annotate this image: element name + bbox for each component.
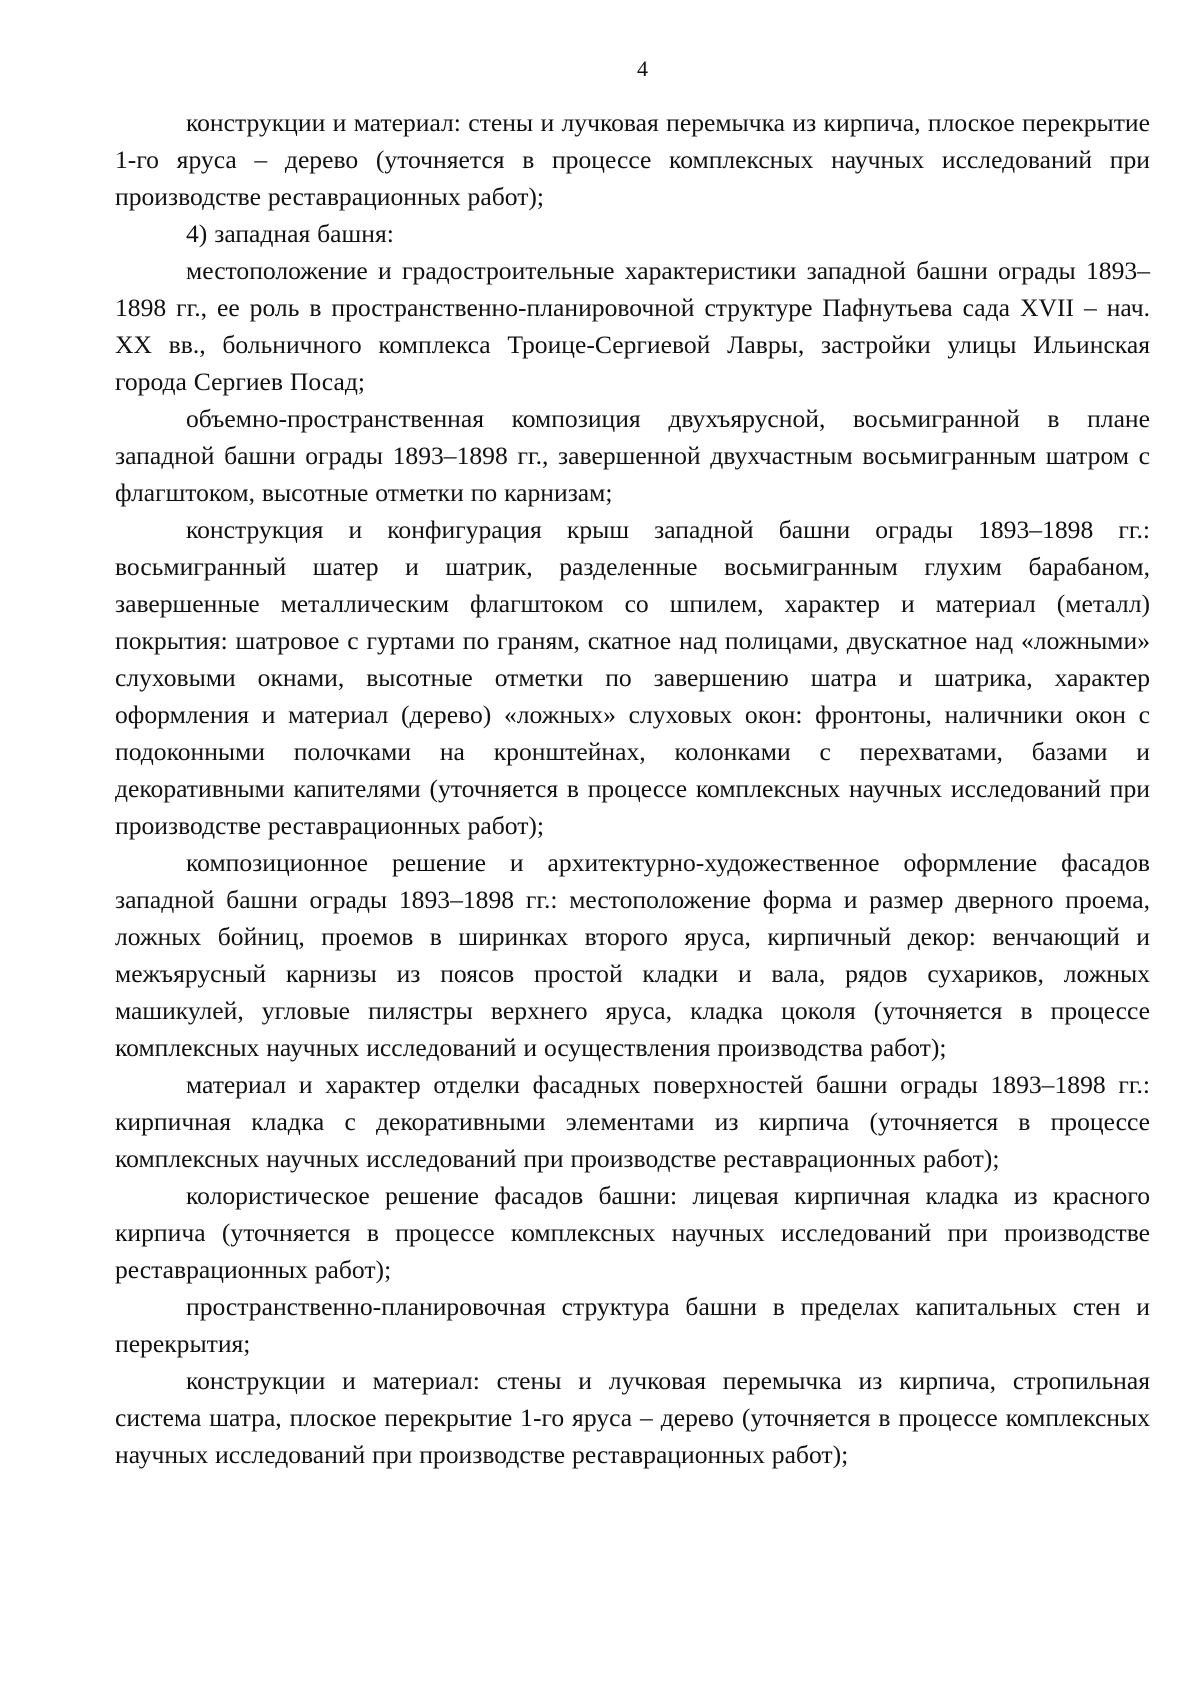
paragraph-4: объемно-пространственная композиция двухъярусной, восьмигранной в плане западной башни ограды 1893–1898 гг., завершенной двухчастным восьмигранным шатром с флагштоком, высотные отметки по карнизам; bbox=[115, 404, 1150, 507]
paragraph-9: пространственно-планировочная структура башни в пределах капитальных стен и перекрытия; bbox=[115, 1292, 1150, 1358]
paragraph-6: композиционное решение и архитектурно-художественное оформление фасадов западной башни ограды 1893–1898 гг.: местоположение форма и размер дверного проема, ложных бойниц, проемов в ширинках второго яруса, кирпичный декор: венчающий и межъярусный карнизы из поясов простой кладки и вала, рядов сухариков, ложных машикулей, угловые пилястры верхнего яруса, кладка цоколя (уточняется в процессе комплексных научных исследований и осуществления производства работ); bbox=[115, 848, 1150, 1062]
paragraph-5: конструкция и конфигурация крыш западной башни ограды 1893–1898 гг.: восьмигранный шатер и шатрик, разделенные восьмигранным глухим барабаном, завершенные металлическим флагштоком со шпилем, характер и материал (металл) покрытия: шатровое с гуртами по граням, скатное над полицами, двускатное над «ложными» слуховыми окнами, высотные отметки по завершению шатра и шатрика, характер оформления и материал (дерево) «ложных» слуховых окон: фронтоны, наличники окон с подоконными полочками на кронштейнах, колонками с перехватами, базами и декоративными капителями (уточняется в процессе комплексных научных исследований при производстве реставрационных работ); bbox=[115, 515, 1150, 840]
paragraph-1: конструкции и материал: стены и лучковая перемычка из кирпича, плоское перекрытие 1-го яруса – дерево (уточняется в процессе комплексных научных исследований при производстве реставрационных работ); bbox=[115, 108, 1150, 211]
paragraph-2-west-tower-heading: 4) западная башня: bbox=[186, 219, 394, 248]
page-number: 4 bbox=[637, 56, 648, 81]
paragraph-10: конструкции и материал: стены и лучковая перемычка из кирпича, стропильная система шатра, плоское перекрытие 1-го яруса – дерево (уточняется в процессе комплексных научных исследований при производстве реставрационных работ); bbox=[115, 1366, 1150, 1469]
paragraph-7: материал и характер отделки фасадных поверхностей башни ограды 1893–1898 гг.: кирпичная кладка с декоративными элементами из кирпича (уточняется в процессе комплексных научных исследований при производстве реставрационных работ); bbox=[115, 1070, 1150, 1173]
body-text bbox=[115, 104, 1150, 1473]
paragraph-8: колористическое решение фасадов башни: лицевая кирпичная кладка из красного кирпича (уточняется в процессе комплексных научных исследований при производстве реставрационных работ); bbox=[115, 1181, 1150, 1284]
paragraph-3: местоположение и градостроительные характеристики западной башни ограды 1893–1898 гг., ее роль в пространственно-планировочной структуре Пафнутьева сада XVII – нач. XX вв., больничного комплекса Троице-Сергиевой Лавры, застройки улицы Ильинская города Сергиев Посад; bbox=[115, 256, 1150, 396]
